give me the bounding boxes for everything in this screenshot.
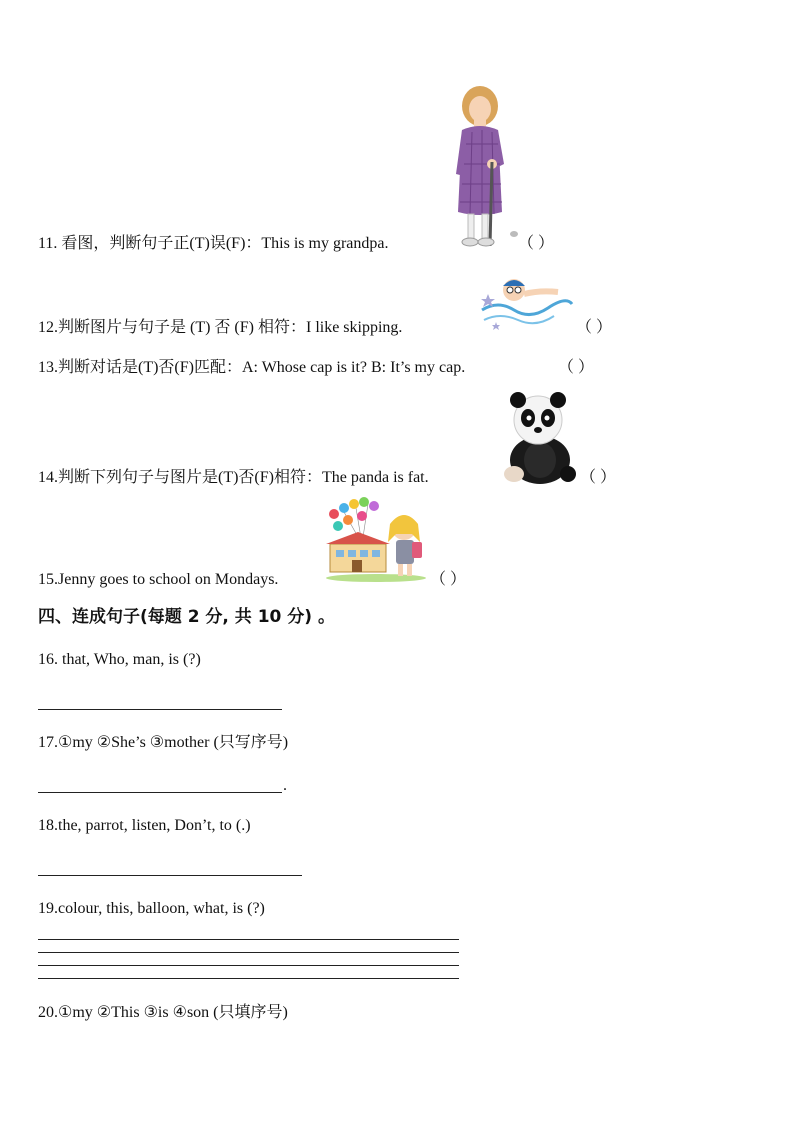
question-15: 15.Jenny goes to school on Mondays. <box>38 571 279 588</box>
answer-line-19b[interactable] <box>38 952 459 953</box>
answer-blank-14[interactable]: （ ） <box>580 469 617 486</box>
grandmother-illustration <box>448 84 518 250</box>
section-4-heading: 四、连成句子(每题 2 分, 共 10 分) 。 <box>38 607 335 627</box>
swimming-boy-illustration <box>478 270 574 332</box>
question-16: 16. that, Who, man, is (?) <box>38 651 201 668</box>
question-11: 11. 看图，判断句子正(T)误(F)：This is my grandpa. <box>38 235 389 252</box>
question-19: 19.colour, this, balloon, what, is (?) <box>38 900 265 917</box>
answer-line-19c[interactable] <box>38 965 459 966</box>
answer-line-17-period: . <box>283 777 287 794</box>
question-14: 14.判断下列句子与图片是(T)否(F)相符：The panda is fat. <box>38 469 429 486</box>
answer-blank-13[interactable]: （ ） <box>558 359 595 376</box>
answer-line-17[interactable] <box>38 792 282 793</box>
answer-blank-12[interactable]: （ ） <box>576 319 613 336</box>
answer-line-19a[interactable] <box>38 939 459 940</box>
answer-line-19d[interactable] <box>38 978 459 979</box>
answer-blank-11[interactable]: （ ） <box>518 235 555 252</box>
panda-illustration <box>500 390 578 486</box>
question-13: 13.判断对话是(T)否(F)匹配：A: Whose cap is it? B: It’s my cap. <box>38 359 466 376</box>
answer-line-16[interactable] <box>38 709 282 710</box>
answer-line-18[interactable] <box>38 875 302 876</box>
question-18: 18.the, parrot, listen, Don’t, to (.) <box>38 817 251 834</box>
question-17: 17.①my ②She’s ③mother (只写序号) <box>38 734 289 751</box>
question-20: 20.①my ②This ③is ④son (只填序号) <box>38 1004 288 1021</box>
school-girl-illustration <box>322 494 432 584</box>
question-12: 12.判断图片与句子是 (T) 否 (F) 相符：I like skipping. <box>38 319 403 336</box>
answer-blank-15[interactable]: （ ） <box>430 571 467 588</box>
